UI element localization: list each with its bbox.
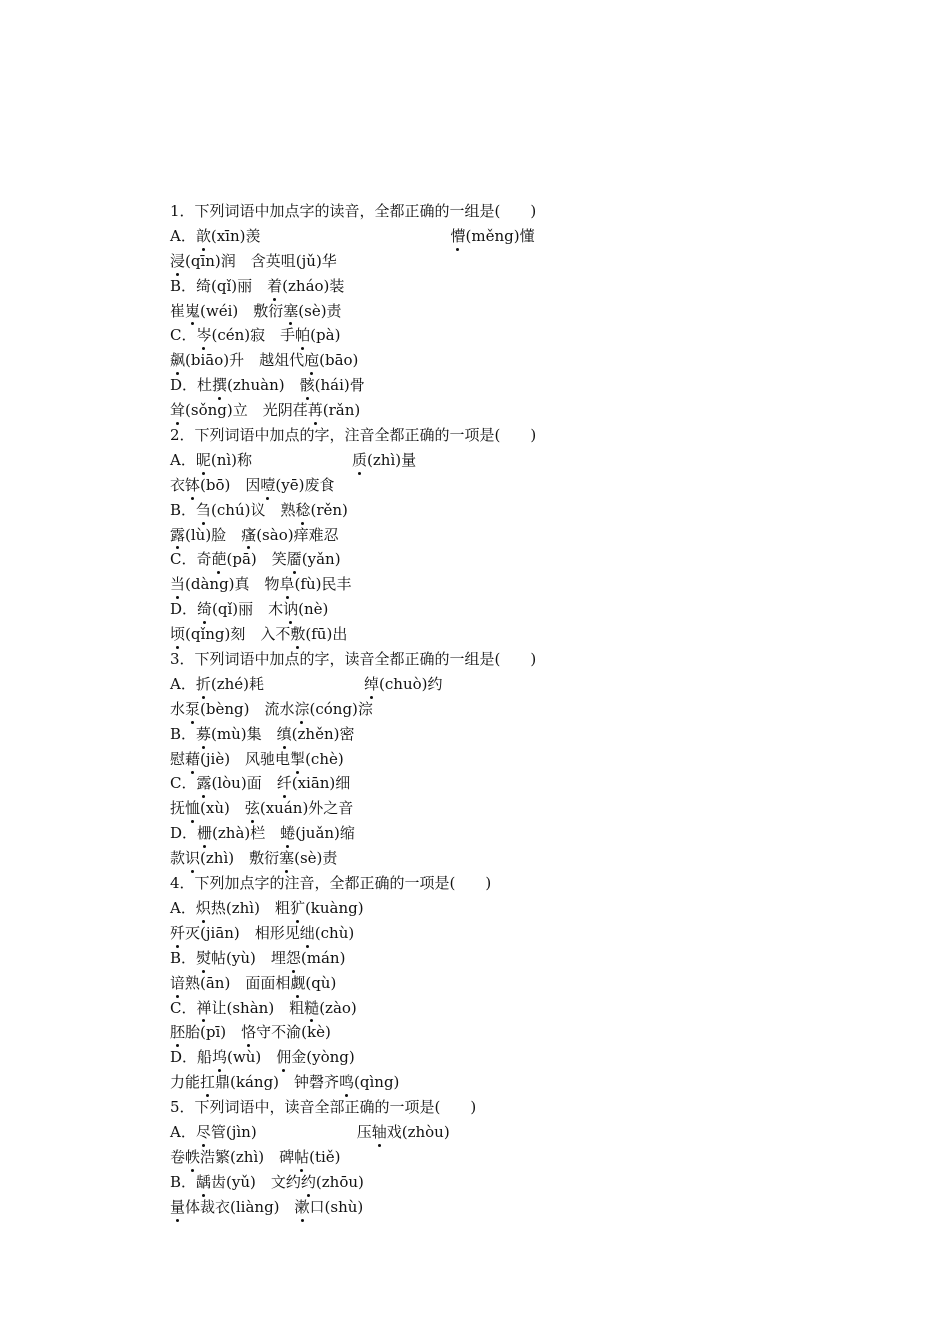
dotted-character: 顷 <box>170 622 185 647</box>
text-segment: D．杜 <box>170 376 213 395</box>
text-line <box>170 348 870 373</box>
dotted-character: 帖 <box>294 1145 309 1170</box>
text-segment: 卷 <box>170 1147 186 1166</box>
text-segment: 崔 <box>170 301 186 320</box>
text-line <box>170 672 870 697</box>
dotted-character: 质 <box>352 448 367 473</box>
dotted-character: 觑 <box>290 971 305 996</box>
text-segment: (dàng)真 物 <box>185 575 280 594</box>
text-segment: (sè)责 <box>294 849 338 868</box>
text-segment: (zhěn)密 <box>291 724 355 743</box>
text-line <box>170 1120 870 1145</box>
dotted-character: 歼 <box>170 921 185 946</box>
text-segment: (qù) <box>305 973 337 992</box>
dotted-character: 漱 <box>295 1195 310 1220</box>
text-segment: (biāo)升 越俎代 <box>185 351 305 370</box>
dotted-character: 佣 <box>276 1045 291 1070</box>
dotted-character: 嵬 <box>185 299 200 324</box>
text-segment: (xiān)细 <box>291 774 351 793</box>
dotted-character: 禅 <box>196 996 211 1021</box>
text-line <box>170 1020 870 1045</box>
dotted-character: 糙 <box>304 996 319 1021</box>
text-segment: B．绮 <box>170 276 212 295</box>
text-segment: (zhōu) <box>315 1172 364 1191</box>
dotted-character: 撰 <box>212 373 227 398</box>
dotted-character: 靥 <box>287 547 302 572</box>
dotted-character: 苒 <box>308 398 323 423</box>
text-line <box>170 597 870 622</box>
text-line <box>170 199 870 224</box>
text-segment: 体裁衣(liàng) <box>185 1197 295 1216</box>
text-segment: (chè) <box>305 749 344 768</box>
text-segment: 1．下列词语中加点字的读音，全都正确的一组是( ) <box>170 202 537 220</box>
text-line <box>170 523 870 548</box>
text-line <box>170 796 870 821</box>
text-segment: (pà) <box>310 326 341 345</box>
dotted-character: 帕 <box>295 323 310 348</box>
text-segment: (mán) <box>300 948 346 967</box>
dotted-character: 扛 <box>200 1070 215 1095</box>
text-line <box>170 1170 870 1195</box>
text-segment: A． <box>170 1122 196 1141</box>
text-segment: C．奇 <box>170 550 212 569</box>
text-segment: 守不渝(kè) <box>256 1023 331 1042</box>
dotted-character: 纤 <box>277 771 292 796</box>
dotted-character: 讷 <box>283 597 298 622</box>
text-segment: (yē)废食 <box>275 475 335 494</box>
text-line <box>170 771 870 796</box>
dotted-character: 掣 <box>290 747 305 772</box>
text-segment: 戏(zhòu) <box>386 1122 450 1141</box>
dotted-character: 歆 <box>196 224 211 249</box>
text-segment: (rěn) <box>310 500 348 519</box>
text-segment: (zhì)量 <box>367 450 417 469</box>
dotted-character: 折 <box>196 672 211 697</box>
text-segment: A． <box>170 226 196 245</box>
dotted-character: 骸 <box>300 373 315 398</box>
text-line <box>170 722 870 747</box>
text-segment: (zào) <box>319 998 357 1017</box>
dotted-character: 犷 <box>290 896 305 921</box>
text-line <box>170 1145 870 1170</box>
text-segment: 5．下列词语中，读音全部正确的一项是( ) <box>170 1098 477 1117</box>
text-line <box>170 921 870 946</box>
text-segment: 慰 <box>170 749 186 768</box>
text-segment: (xīn)羡 <box>210 226 261 245</box>
dotted-character: 着 <box>267 274 282 299</box>
text-segment: 压 <box>356 1122 372 1141</box>
text-segment: C． <box>170 774 197 793</box>
text-line <box>170 821 870 846</box>
text-line <box>170 547 870 572</box>
text-line <box>170 274 870 299</box>
text-segment: (qǐ)丽 <box>211 276 268 295</box>
text-segment: 鼎(káng) 钟磬齐 <box>215 1073 340 1092</box>
dotted-character: 露 <box>170 523 185 548</box>
text-line <box>170 423 870 448</box>
dotted-character: 坞 <box>212 1045 227 1070</box>
text-line <box>170 871 870 896</box>
text-segment: (fū)出 <box>305 625 348 644</box>
text-segment: (lù)脸 <box>185 525 242 544</box>
text-segment: B． <box>170 1172 197 1191</box>
text-line <box>170 498 870 523</box>
text-segment: A． <box>170 898 196 917</box>
text-segment: A． <box>170 450 196 469</box>
text-segment: (bèng) 流水 <box>200 699 295 718</box>
dotted-character: 识 <box>185 846 200 871</box>
text-segment: (fù)民丰 <box>294 575 352 594</box>
text-segment: A． <box>170 674 196 693</box>
text-line <box>170 946 870 971</box>
dotted-character: 绮 <box>197 597 212 622</box>
text-segment: 力能 <box>170 1073 201 1092</box>
dotted-character: 绰 <box>364 672 379 697</box>
dotted-character: 栅 <box>197 821 212 846</box>
text-segment: D． <box>170 824 198 843</box>
text-segment: 热(zhì) 粗 <box>210 898 290 917</box>
text-line <box>170 747 870 772</box>
text-line <box>170 224 870 249</box>
text-segment: (qǐ)丽 木 <box>212 600 284 619</box>
dotted-character: 露 <box>196 771 211 796</box>
text-segment: 胎(pī) <box>185 1023 242 1042</box>
text-segment: 2．下列词语中加点的字，注音全都正确的一项是( ) <box>170 426 537 445</box>
dotted-character: 藉 <box>185 747 200 772</box>
text-segment: C． <box>170 326 197 345</box>
dotted-character: 稔 <box>295 498 310 523</box>
text-line <box>170 448 870 473</box>
text-line <box>170 1195 870 1220</box>
text-segment: 熟(ān) 面面相 <box>185 973 291 992</box>
dotted-character: 蜷 <box>280 821 295 846</box>
text-segment: (sào)痒难忍 <box>256 525 339 544</box>
text-segment: (chuò)约 <box>379 674 443 693</box>
text-line <box>170 398 870 423</box>
dotted-character: 胚 <box>170 1020 185 1045</box>
text-segment: (zhà)栏 <box>212 824 281 843</box>
text-segment: (jǔ)华 <box>295 251 337 270</box>
text-segment: 浩繁(zhì) 碑 <box>200 1147 295 1166</box>
dotted-character: 弦 <box>245 796 260 821</box>
text-segment: (juǎn)缩 <box>295 824 355 843</box>
dotted-character: 飙 <box>170 348 185 373</box>
text-segment: (wù) <box>227 1048 277 1067</box>
text-segment: D．船 <box>170 1048 213 1067</box>
text-line <box>170 622 870 647</box>
text-line <box>170 896 870 921</box>
text-segment: (sǒng)立 光阴荏 <box>185 401 308 420</box>
text-segment: (nì)称 <box>210 450 253 469</box>
text-line <box>170 299 870 324</box>
dotted-character: 缜 <box>277 722 292 747</box>
text-segment: (hái)骨 <box>314 376 365 395</box>
text-segment: B． <box>170 500 197 519</box>
text-line <box>170 473 870 498</box>
text-segment: (yǎn) <box>301 550 341 569</box>
dotted-character: 绌 <box>300 921 315 946</box>
dotted-character: 尽 <box>196 1120 211 1145</box>
text-segment: (qìng) <box>354 1073 400 1092</box>
dotted-character: 钵 <box>185 473 200 498</box>
dotted-character: 岑 <box>196 323 211 348</box>
dotted-character: 敷 <box>290 622 305 647</box>
text-segment: 让(shàn) 粗 <box>211 998 305 1017</box>
text-segment: B． <box>170 724 197 743</box>
text-segment: (pā) 笑 <box>226 550 287 569</box>
text-line <box>170 846 870 871</box>
dotted-character: 鸣 <box>339 1070 354 1095</box>
dotted-character: 淙 <box>294 697 309 722</box>
text-segment: (chù) <box>314 923 355 942</box>
text-segment: 金(yòng) <box>291 1048 355 1067</box>
text-segment: 管(jìn) <box>210 1122 257 1141</box>
text-segment: (cén)寂 手 <box>211 326 296 345</box>
dotted-character: 葩 <box>211 547 226 572</box>
text-line <box>170 647 870 672</box>
text-segment: (zhé)耗 <box>210 674 265 693</box>
text-segment: (kuàng) <box>304 898 364 917</box>
dotted-character: 阜 <box>280 572 295 597</box>
dotted-character: 怨 <box>286 946 301 971</box>
text-segment: 抚 <box>170 799 186 818</box>
dotted-character: 泵 <box>185 697 200 722</box>
dotted-character: 塞 <box>279 846 294 871</box>
text-segment: D． <box>170 600 198 619</box>
text-segment: (zhì) 敷衍 <box>200 849 280 868</box>
dotted-character: 募 <box>196 722 211 747</box>
text-segment: (nè) <box>298 600 329 619</box>
text-segment: (xù) <box>200 799 245 818</box>
text-line <box>170 1045 870 1070</box>
text-segment: (cóng)淙 <box>309 699 373 718</box>
dotted-character: 懵 <box>450 224 465 249</box>
text-segment: 水 <box>170 699 186 718</box>
text-line <box>170 249 870 274</box>
dotted-character: 帙 <box>185 1145 200 1170</box>
text-segment: (tiě) <box>309 1147 341 1166</box>
text-segment: B． <box>170 948 197 967</box>
dotted-character: 刍 <box>196 498 211 523</box>
dotted-character: 恤 <box>185 796 200 821</box>
text-segment: (xuán)外之音 <box>259 799 354 818</box>
dotted-character: 噎 <box>260 473 275 498</box>
dotted-character: 恪 <box>241 1020 256 1045</box>
dotted-character: 耸 <box>170 398 185 423</box>
text-segment: (qǐng)刻 入不 <box>185 625 291 644</box>
text-segment: C． <box>170 998 197 1017</box>
text-segment: 齿(yǔ) 文约 <box>211 1172 301 1191</box>
dotted-character: 瘙 <box>241 523 256 548</box>
dotted-character: 昵 <box>196 448 211 473</box>
dotted-character: 炽 <box>196 896 211 921</box>
text-segment: (měng)懂 <box>465 226 535 245</box>
text-segment: (mù)集 <box>211 724 277 743</box>
text-segment: (jiè) 风驰电 <box>200 749 291 768</box>
text-segment: (sè)责 <box>298 301 342 320</box>
text-segment: (bō) 因 <box>200 475 261 494</box>
text-segment: (zháo)装 <box>282 276 345 295</box>
text-segment: (rǎn) <box>322 401 361 420</box>
text-segment: (qīn)润 含英咀 <box>185 251 296 270</box>
text-line <box>170 572 870 597</box>
text-segment: 3．下列词语中加点的字，读音全都正确的一组是( ) <box>170 650 537 669</box>
text-segment: 灭(jiān) 相形见 <box>185 923 300 942</box>
question-sheet <box>170 199 870 1220</box>
dotted-character: 塞 <box>283 299 298 324</box>
text-segment: (wéi) 敷衍 <box>200 301 284 320</box>
text-line <box>170 971 870 996</box>
text-segment: 帖(yù) 埋 <box>211 948 286 967</box>
dotted-character: 当 <box>170 572 185 597</box>
dotted-character: 约 <box>301 1170 316 1195</box>
text-segment: 口(shù) <box>309 1197 364 1216</box>
text-line <box>170 996 870 1021</box>
text-line <box>170 323 870 348</box>
text-segment: 4．下列加点字的注音，全都正确的一项是( ) <box>170 874 492 893</box>
text-segment: (bāo) <box>319 351 359 370</box>
dotted-character: 轴 <box>372 1120 387 1145</box>
dotted-character: 庖 <box>304 348 319 373</box>
text-segment: (chú)议 熟 <box>211 500 296 519</box>
text-line <box>170 1070 870 1095</box>
dotted-character: 浸 <box>170 249 185 274</box>
text-line <box>170 1095 870 1120</box>
text-segment: 款 <box>170 849 186 868</box>
text-segment: 衣 <box>170 475 186 494</box>
text-line <box>170 373 870 398</box>
dotted-character: 熨 <box>196 946 211 971</box>
dotted-character: 量 <box>170 1195 185 1220</box>
dotted-character: 谙 <box>170 971 185 996</box>
text-line <box>170 697 870 722</box>
dotted-character: 龋 <box>196 1170 211 1195</box>
text-segment: (lòu)面 <box>211 774 277 793</box>
text-segment: (zhuàn) <box>227 376 300 395</box>
